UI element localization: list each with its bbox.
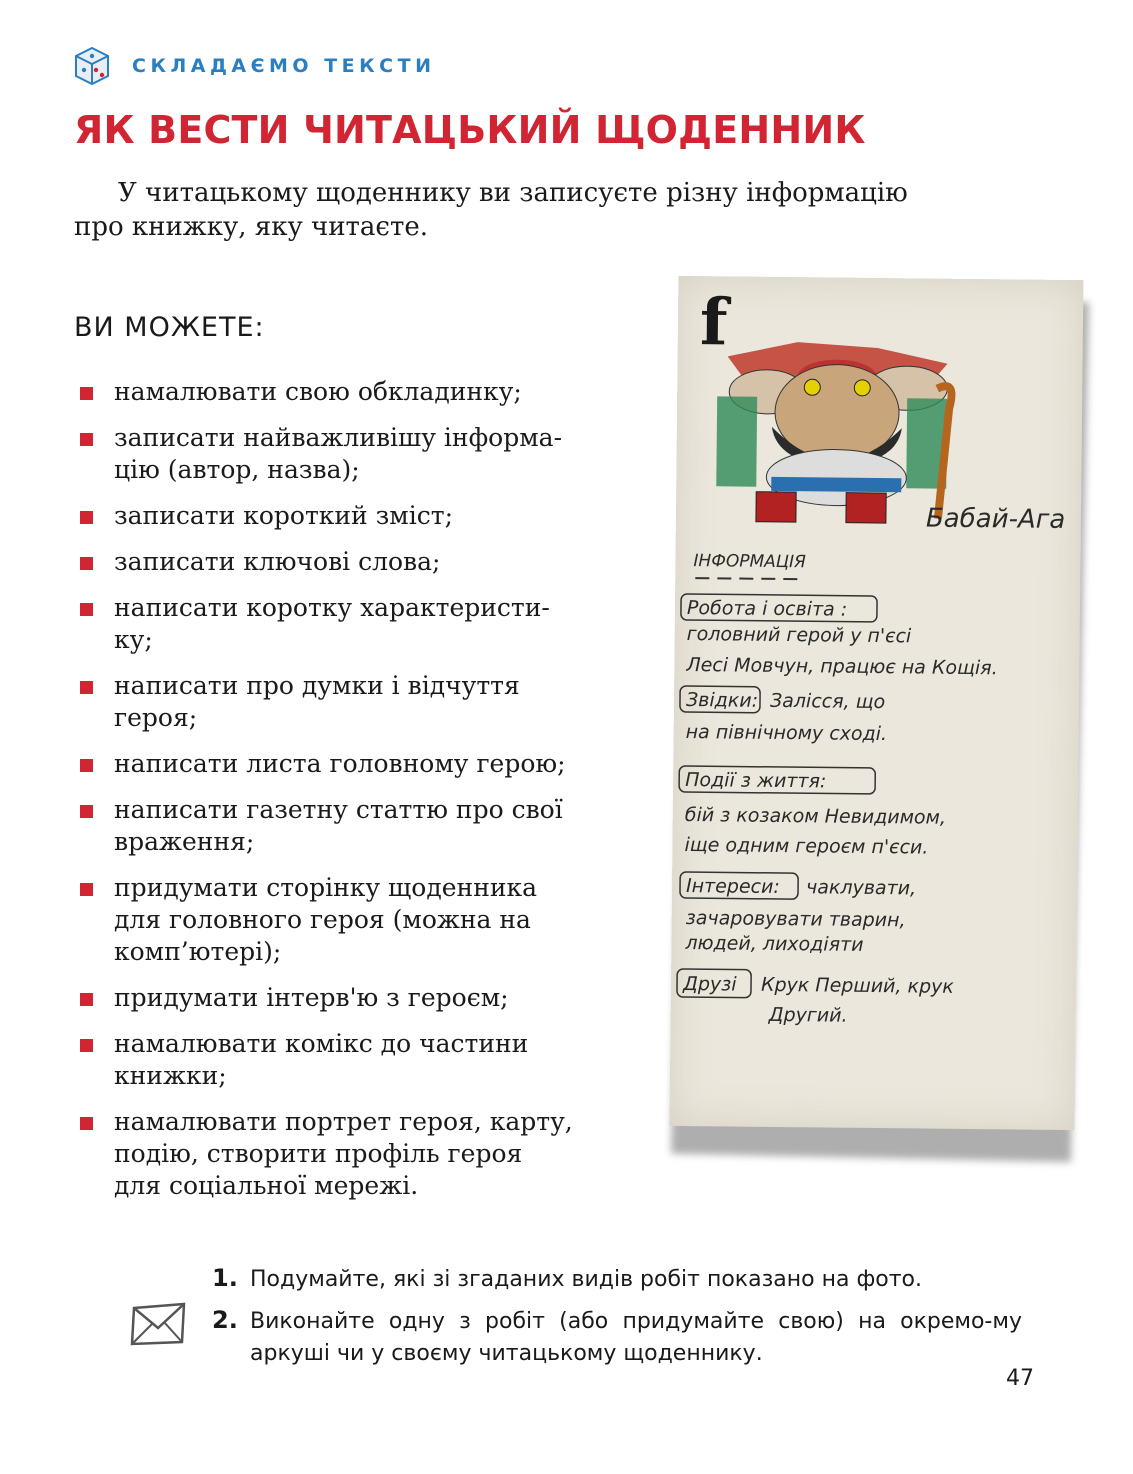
diary-line: чаклувати, [805,876,917,900]
task-item [212,1262,1022,1296]
diary-line: людей, лиходіяти [685,932,864,956]
diary-line: на північному сході. [685,721,888,746]
diary-photo [650,278,1090,1158]
diary-label: Друзі [682,972,737,996]
list-item [74,872,654,968]
list-item [74,1106,654,1202]
list-item-text: записати ключові слова; [114,547,441,576]
bullet-square-icon [80,1039,93,1052]
page-title: ЯК ВЕСТИ ЧИТАЦЬКИЙ ЩОДЕННИК [74,108,866,152]
list-item-text: намалювати комікс до частини книжки; [114,1029,529,1090]
list-item-text: написати газетну статтю про свої враження; [114,795,563,856]
bullet-square-icon [80,387,93,400]
list-item-text: придумати інтерв'ю з героєм; [114,983,509,1012]
diary-line: Другий. [768,1003,848,1027]
task-number: 1. [212,1264,238,1292]
diary-label: Звідки: [685,689,759,712]
diary-line: Лесі Мовчун, працює на Кощія. [686,654,998,680]
list-item-text: придумати сторінку щоденника для головного героя (можна на комп’ютері); [114,873,538,966]
list-item [74,670,654,734]
list-item-text: намалювати свою обкладинку; [114,377,522,406]
list-item [74,982,654,1014]
intro-line-2: про книжку, яку читаєте. [74,212,429,242]
subheading: ВИ МОЖЕТЕ: [74,312,265,343]
info-heading: ІНФОРМАЦІЯ [693,551,806,573]
diary-line: Крук Перший, крук [760,973,954,998]
section-label: СКЛАДАЄМО ТЕКСТИ [132,55,436,77]
diary-line: Робота і освіта : [686,597,848,621]
intro-line-1: У читацькому щоденнику ви записуєте різну інформацію [118,178,908,208]
bullet-square-icon [80,681,93,694]
list-item [74,422,654,486]
list-item-text: написати коротку характеристи- ку; [114,593,550,654]
envelope-icon [128,1302,188,1350]
character-drawing-icon [716,341,952,523]
task-text: Подумайте, які зі згаданих видів робіт показано на фото. [250,1267,922,1292]
bullet-square-icon [80,1117,93,1130]
list-item [74,500,654,532]
bullet-square-icon [80,993,93,1006]
bullet-square-icon [80,805,93,818]
bullet-list [74,376,654,1216]
list-item [74,748,654,780]
bullet-square-icon [80,759,93,772]
diary-line: головний герой у п'єсі [686,623,912,648]
diary-label: Інтереси: [685,875,780,898]
diary-line: бій з козаком Невидимом, [684,803,947,829]
page-number: 47 [1006,1366,1034,1391]
list-item [74,376,654,408]
bullet-square-icon [80,433,93,446]
list-item [74,546,654,578]
diary-line: Залісся, що [769,689,886,714]
bullet-square-icon [80,603,93,616]
list-item [74,592,654,656]
list-item-text: записати короткий зміст; [114,501,454,530]
diary-page [670,276,1084,1130]
bullet-square-icon [80,883,93,896]
diary-line: зачаровувати тварин, [685,907,906,932]
bullet-square-icon [80,557,93,570]
list-item [74,1028,654,1092]
task-text: Виконайте одну з робіт (або придумайте свою) на окремо-му аркуші чи у своєму читацькому щоденнику. [250,1309,1022,1366]
character-name: Бабай-Ага [925,503,1066,535]
section-header [74,46,435,86]
bullet-square-icon [80,511,93,524]
task-list [212,1262,1022,1378]
list-item-text: записати найважливішу інформа- цію (автор, назва); [114,423,563,484]
intro-paragraph [74,176,1034,244]
diary-drawing [670,276,1084,1130]
task-item [212,1304,1022,1370]
list-item [74,794,654,858]
list-item-text: написати про думки і відчуття героя; [114,671,520,732]
diary-line: іще одним героєм п'єси. [684,833,929,859]
list-item-text: намалювати портрет героя, карту, подію, створити профіль героя для соціальної мережі. [114,1107,573,1200]
task-number: 2. [212,1306,238,1334]
dice-cube-icon [74,46,110,86]
diary-letter: f [699,285,728,361]
list-item-text: написати листа головному герою; [114,749,566,778]
diary-label: Події з життя: [685,769,827,793]
